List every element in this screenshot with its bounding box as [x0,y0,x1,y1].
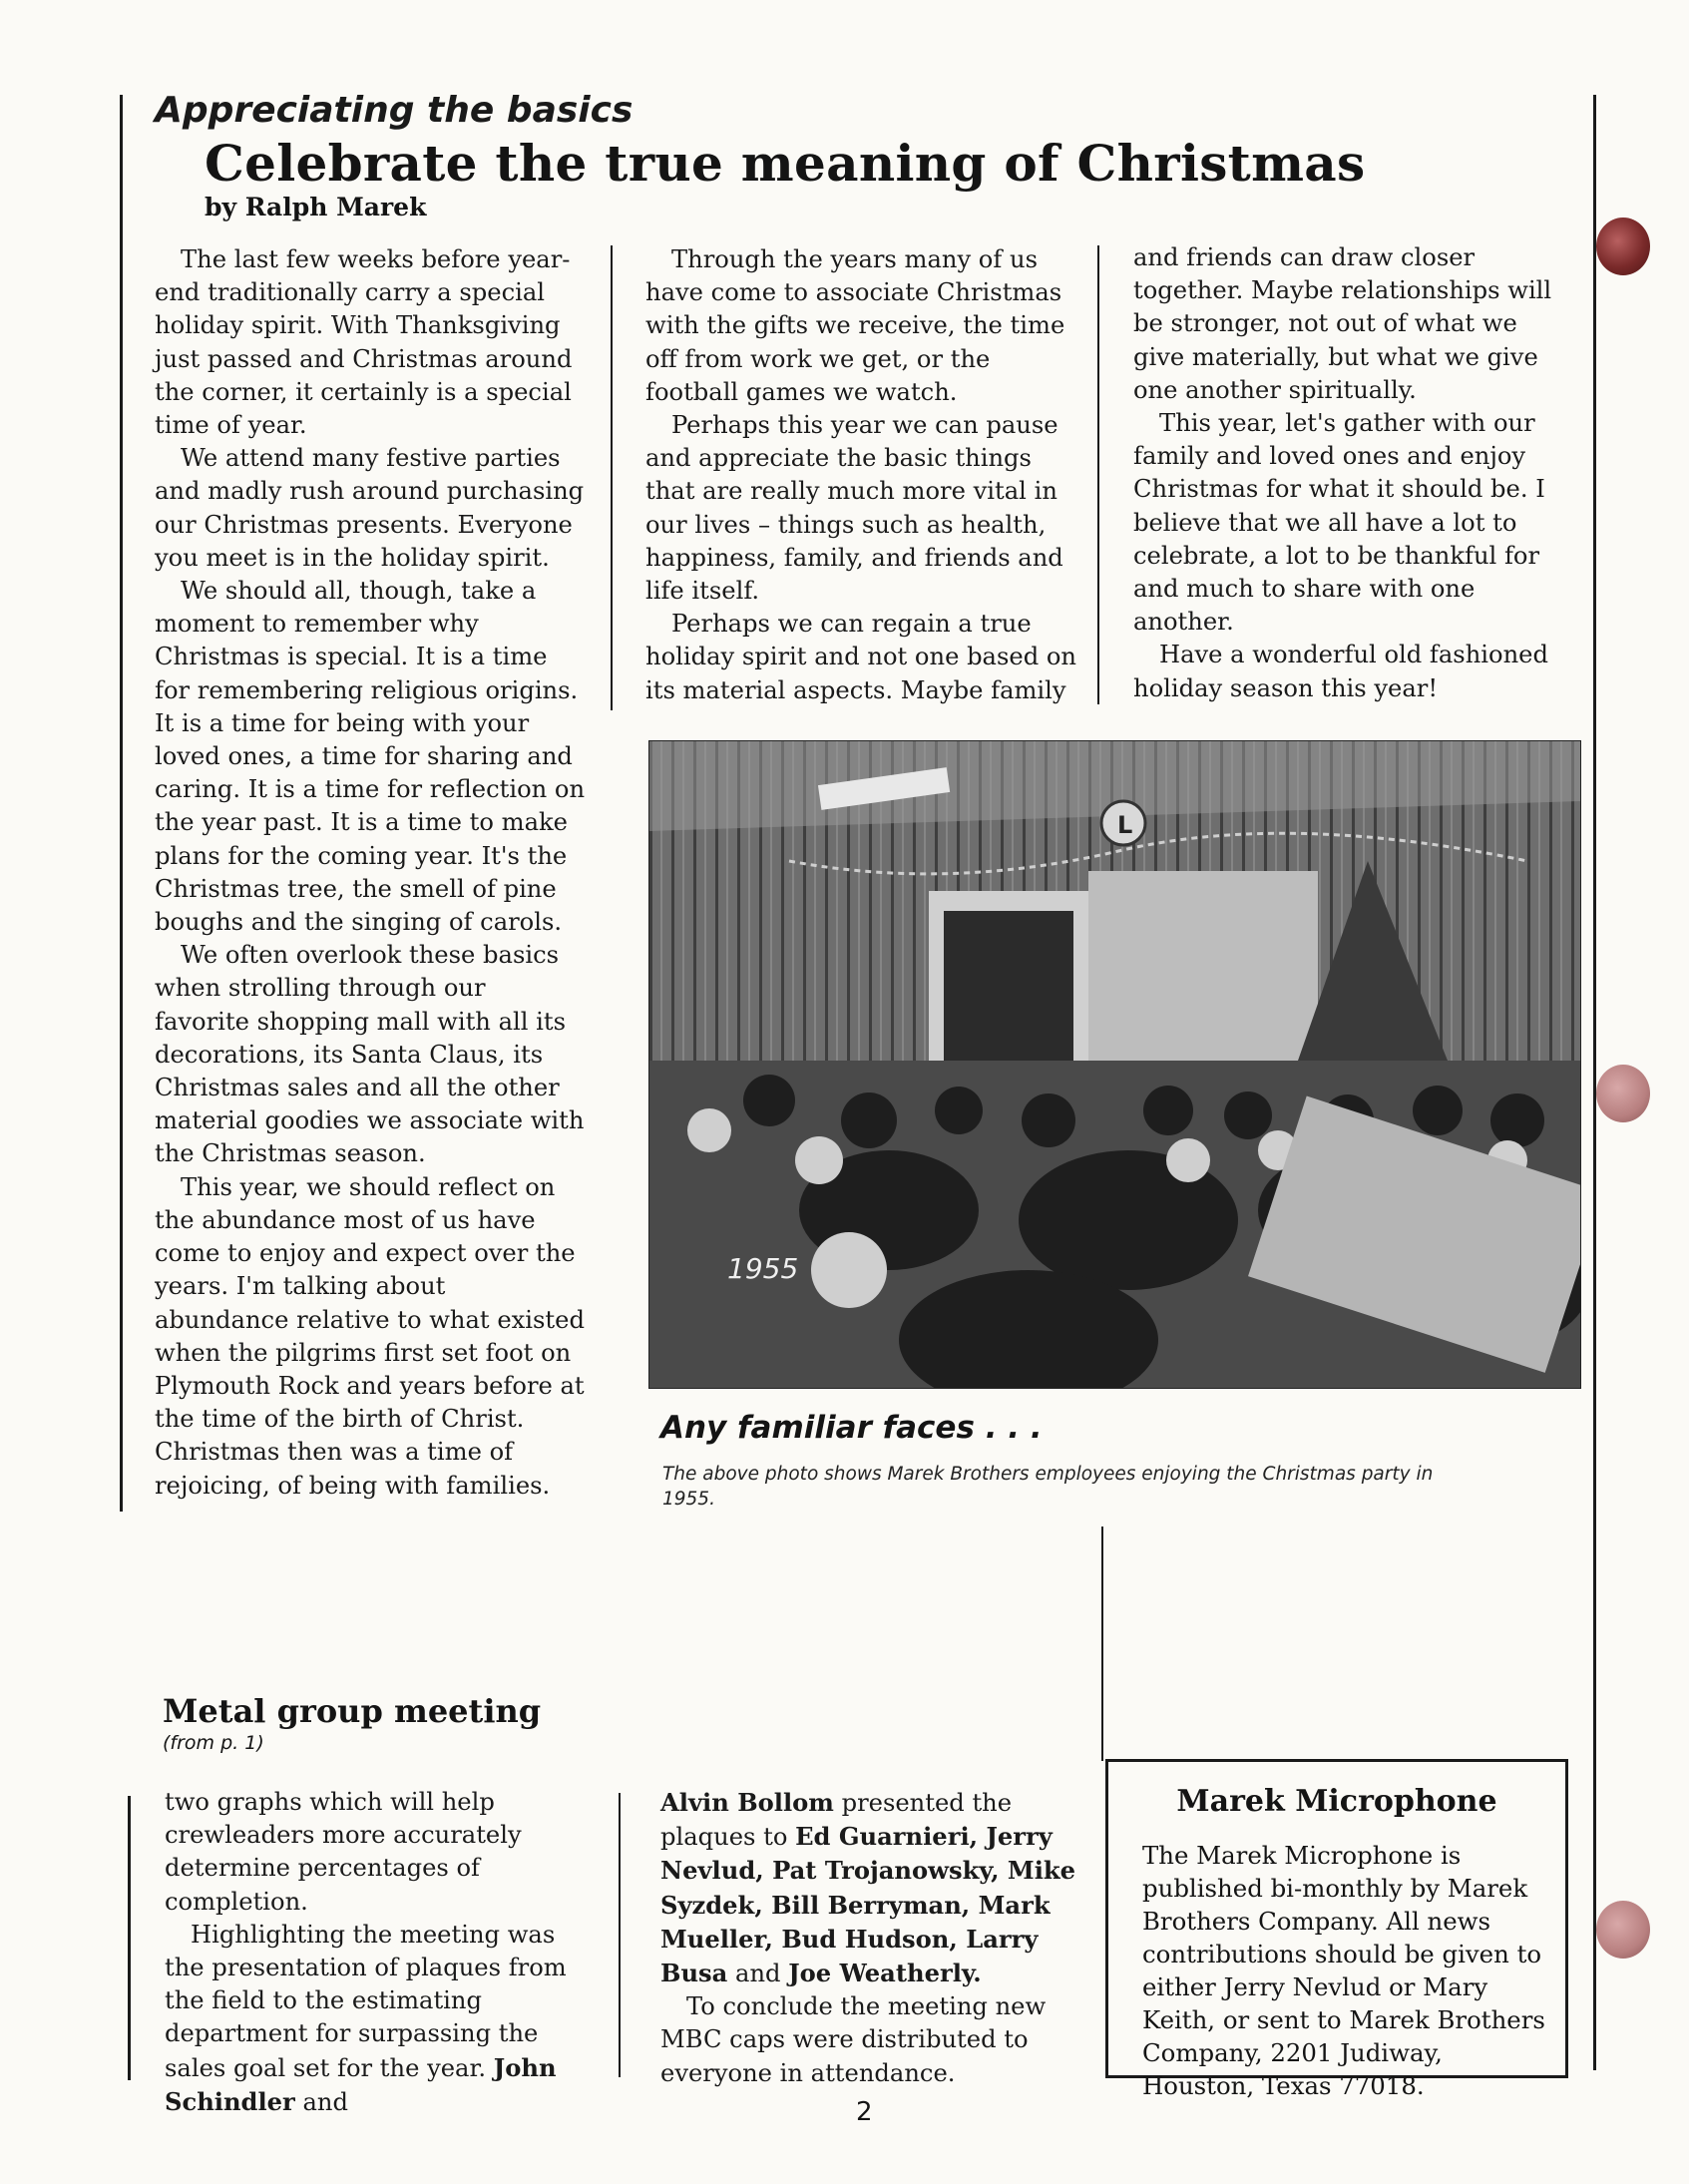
article-paragraph: This year, let's gather with our family and loved ones and enjoy Christmas for what it should be. I believe that we all have a lot to celebrate, a lot to be thankful for and much to share with one another. [1133,409,1545,637]
article-headline: Celebrate the true meaning of Christmas [205,134,1366,193]
meeting-paragraph [660,1786,1089,1990]
masthead-box [1105,1759,1568,2100]
column-rule-2 [1097,245,1099,704]
article-column-3 [1133,241,1572,705]
meeting-subtitle: (from p. 1) [163,1732,264,1754]
meeting-column-2 [660,1786,1089,2090]
article-paragraph: We often overlook these basics when strolling through our favorite shopping mall with all its decorations, its Santa Claus, its Christmas sales and all the other material goodies we associate with the Christmas season. [155,941,585,1168]
meeting-text: presented the plaques to [660,1789,1013,1852]
photo-caption-title: Any familiar faces . . . [660,1410,1043,1446]
article-column-2 [645,243,1076,707]
binder-hole-icon [1596,1901,1650,1959]
meeting-paragraph [165,1919,589,2119]
article-paragraph: Through the years many of us have come to associate Christmas with the gifts we receive, the time off from work we get, or the football games we watch. [645,245,1065,406]
employee-name: Joe Weatherly. [788,1959,982,1988]
left-page-rule [120,95,123,1512]
meeting-paragraph: To conclude the meeting new MBC caps were distributed to everyone in attendance. [660,1992,1047,2087]
party-photo-illustration [649,741,1580,1388]
photo-caption-text: The above photo shows Marek Brothers employees enjoying the Christmas party in 1955. [662,1464,1434,1510]
meeting-paragraph: two graphs which will help crewleaders more accurately determine percentages of completion. [165,1788,522,1916]
article-column-1 [155,243,586,1503]
binder-hole-icon [1596,1065,1650,1122]
article-paragraph: This year, we should reflect on the abundance most of us have come to enjoy and expect over the years. I'm talking about abundance relative to what existed when the pilgrims first set foot on Plymouth Rock and years before at the time of the birth of Christ. Christmas then was a time of rejoicing, of being with families. [155,1172,585,1500]
employee-names-list: Ed Guarnieri, Jerry Nevlud, Pat Trojanowsky, Mike Syzdek, Bill Berryman, Mark Mueller, Bud Hudson, Larry Busa [660,1822,1076,1988]
meeting-text: and [302,2087,348,2116]
article-byline: by Ralph Marek [205,193,427,221]
column-rule-1 [611,245,613,710]
meeting-text: Highlighting the meeting was the presentation of plaques from the field to the estimating department for surpassing the sales goal set for the year. [165,1920,567,2082]
article-paragraph: We should all, though, take a moment to remember why Christmas is special. It is a time for remembering religious origins. It is a time for being with your loved ones, a time for sharing and caring. It is a time for reflection on the year past. It is a time to make plans for the coming year. It's the Christmas tree, the smell of pine boughs and the singing of carols. [155,577,586,937]
meeting-text: and [735,1960,781,1988]
article-kicker: Appreciating the basics [155,90,633,131]
article-paragraph: Perhaps we can regain a true holiday spirit and not one based on its material aspects. Maybe family [645,610,1077,704]
mid-column-rule [1101,1527,1103,1761]
article-paragraph: Have a wonderful old fashioned holiday season this year! [1133,641,1548,702]
svg-text:L: L [1117,811,1133,839]
meeting-column-rule [619,1793,621,2077]
meeting-column-1 [165,1786,589,2119]
article-paragraph: We attend many festive parties and madly rush around purchasing our Christmas presents. Everyone you meet is in the holiday spirit. [155,444,585,572]
article-paragraph: and friends can draw closer together. Maybe relationships will be stronger, not out of what we give materially, but what we give one another spiritually. [1133,243,1552,404]
left-page-rule-lower [128,1796,131,2080]
handwritten-year-label: 1955 [727,1252,799,1285]
article-paragraph: The last few weeks before year-end traditionally carry a special holiday spirit. With Thanksgiving just passed and Christmas around the corner, it certainly is a special time of year. [155,245,573,440]
page-number: 2 [856,2097,873,2127]
article-paragraph: Perhaps this year we can pause and appreciate the basic things that are really much more vital in our lives – things such as health, happiness, family, and friends and life itself. [645,411,1063,606]
binder-hole-icon [1596,218,1650,275]
employee-name: John Schindler [165,2052,557,2116]
employee-name: Alvin Bollom [660,1788,834,1817]
masthead-text: The Marek Microphone is published bi-monthly by Marek Brothers Company. All news contributions should be given to either Jerry Nevlud or Mary Keith, or sent to Marek Brothers Company, 2201 Judiway, Houston, Texas 77018. [1142,1841,1545,2100]
right-page-rule [1593,95,1596,2070]
christmas-party-photo [648,740,1581,1389]
meeting-title: Metal group meeting [163,1692,542,1730]
masthead-title: Marek Microphone [1176,1784,1497,1819]
